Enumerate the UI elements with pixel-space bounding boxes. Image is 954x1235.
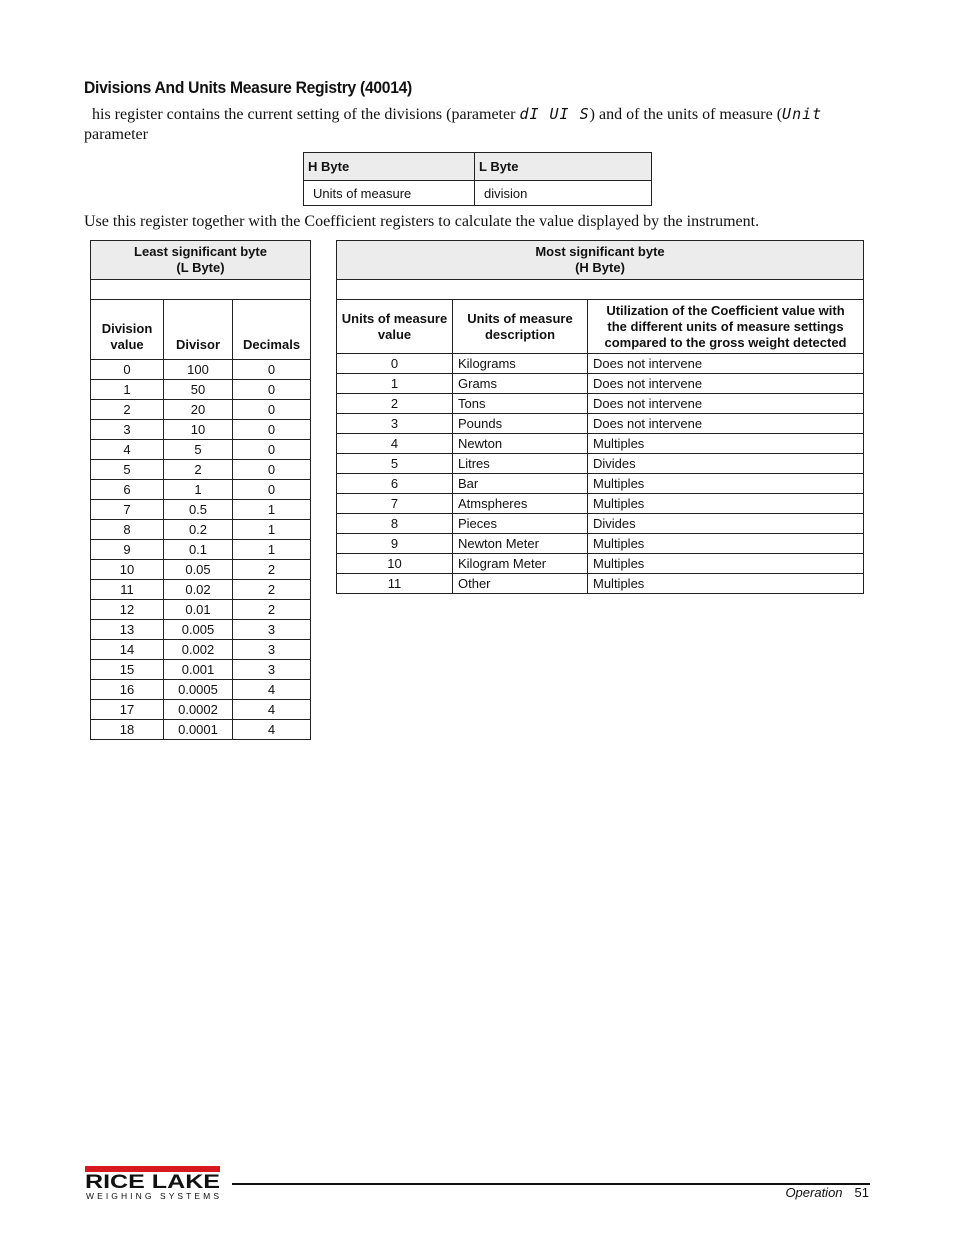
lsb-row <box>91 600 311 620</box>
unit-description-header-line1: Units of measure <box>467 310 573 326</box>
coefficient-header-line1: Utilization of the Coefficient value with <box>606 302 845 318</box>
lsb-cell: 2 <box>233 560 311 580</box>
division-value-header <box>91 300 164 360</box>
lsb-cell: 12 <box>91 600 164 620</box>
lsb-row <box>91 640 311 660</box>
lsb-cell: 0.001 <box>164 660 233 680</box>
lsb-cell: 18 <box>91 720 164 740</box>
divisor-header: Divisor <box>164 300 233 360</box>
lsb-cell: 0.05 <box>164 560 233 580</box>
msb-cell: Kilograms <box>453 354 588 374</box>
lsb-cell: 8 <box>91 520 164 540</box>
lsb-cell: 0.2 <box>164 520 233 540</box>
rice-lake-logo <box>85 1166 222 1202</box>
lsb-cell: 11 <box>91 580 164 600</box>
logo-sub-text: WEIGHING SYSTEMS <box>86 1191 219 1201</box>
unit-value-header-line2: value <box>377 326 412 342</box>
lsb-row <box>91 660 311 680</box>
msb-cell: Grams <box>453 374 588 394</box>
msb-row <box>337 354 864 374</box>
msb-cell: Bar <box>453 474 588 494</box>
usage-paragraph: Use this register together with the Coefficient registers to calculate the value displayed by the instrument. <box>84 213 760 230</box>
lsb-cell: 0 <box>233 360 311 380</box>
coefficient-utilization-header <box>588 300 864 354</box>
msb-row <box>337 534 864 554</box>
msb-row <box>337 514 864 534</box>
msb-cell: Multiples <box>588 434 864 454</box>
msb-row <box>337 474 864 494</box>
lsb-row <box>91 540 311 560</box>
lsb-cell: 0 <box>233 440 311 460</box>
msb-cell: Does not intervene <box>588 394 864 414</box>
lsb-cell: 13 <box>91 620 164 640</box>
footer-section: Operation <box>785 1185 843 1200</box>
msb-cell: 11 <box>337 574 453 594</box>
lsb-row <box>91 480 311 500</box>
lsb-row <box>91 460 311 480</box>
l-byte-cell: division <box>475 181 652 206</box>
msb-cell: Multiples <box>588 574 864 594</box>
lsb-cell: 0.005 <box>164 620 233 640</box>
msb-table <box>336 240 864 594</box>
division-value-header-line1: Division <box>101 321 153 336</box>
msb-cell: 1 <box>337 374 453 394</box>
msb-row <box>337 574 864 594</box>
msb-cell: Divides <box>588 454 864 474</box>
lsb-cell: 9 <box>91 540 164 560</box>
lsb-cell: 4 <box>91 440 164 460</box>
msb-row <box>337 494 864 514</box>
lsb-cell: 0.5 <box>164 500 233 520</box>
lsb-cell: 2 <box>164 460 233 480</box>
lsb-cell: 1 <box>233 520 311 540</box>
msb-cell: Divides <box>588 514 864 534</box>
msb-cell: Does not intervene <box>588 414 864 434</box>
lsb-row <box>91 440 311 460</box>
coefficient-header-line3: compared to the gross weight detected <box>604 334 847 350</box>
intro-text-3: parameter <box>84 126 148 143</box>
lsb-cell: 4 <box>233 700 311 720</box>
lsb-row <box>91 360 311 380</box>
msb-cell: 5 <box>337 454 453 474</box>
lsb-cell: 100 <box>164 360 233 380</box>
lsb-group-line1: Least significant byte <box>134 244 267 259</box>
byte-layout-table <box>303 152 652 206</box>
lsb-cell: 10 <box>91 560 164 580</box>
lsb-cell: 3 <box>233 660 311 680</box>
unit-description-header-line2: description <box>484 326 556 342</box>
msb-cell: 0 <box>337 354 453 374</box>
section-title: Divisions And Units Measure Registry (40014) <box>84 78 412 97</box>
lsb-cell: 4 <box>233 680 311 700</box>
lsb-cell: 0.0001 <box>164 720 233 740</box>
msb-cell: Multiples <box>588 494 864 514</box>
msb-cell: Other <box>453 574 588 594</box>
h-byte-cell: Units of measure <box>304 181 475 206</box>
lsb-row <box>91 500 311 520</box>
lsb-row <box>91 580 311 600</box>
lsb-row <box>91 520 311 540</box>
lsb-cell: 1 <box>233 500 311 520</box>
msb-cell: Multiples <box>588 554 864 574</box>
msb-cell: Atmspheres <box>453 494 588 514</box>
lsb-group-line2: (L Byte) <box>176 260 225 275</box>
lsb-table <box>90 240 311 740</box>
intro-text-2: ) and of the units of measure ( <box>589 106 783 123</box>
lsb-cell: 15 <box>91 660 164 680</box>
l-byte-header: L Byte <box>475 153 652 181</box>
lsb-cell: 3 <box>233 620 311 640</box>
msb-cell: 3 <box>337 414 453 434</box>
lsb-cell: 0 <box>233 460 311 480</box>
footer-rule <box>232 1183 870 1185</box>
lsb-cell: 17 <box>91 700 164 720</box>
lsb-cell: 2 <box>233 580 311 600</box>
lsb-cell: 1 <box>91 380 164 400</box>
lsb-row <box>91 400 311 420</box>
lsb-group-header <box>91 241 311 280</box>
msb-cell: 10 <box>337 554 453 574</box>
lsb-cell: 2 <box>233 600 311 620</box>
lsb-cell: 1 <box>164 480 233 500</box>
lsb-row <box>91 700 311 720</box>
lsb-cell: 6 <box>91 480 164 500</box>
lsb-cell: 50 <box>164 380 233 400</box>
msb-cell: 6 <box>337 474 453 494</box>
msb-cell: Newton <box>453 434 588 454</box>
decimals-header: Decimals <box>233 300 311 360</box>
msb-row <box>337 434 864 454</box>
intro-text-1: his register contains the current setting of the divisions (parameter <box>92 106 520 123</box>
lsb-cell: 0 <box>233 400 311 420</box>
coefficient-header-line2: the different units of measure settings <box>607 318 844 334</box>
msb-cell: Does not intervene <box>588 374 864 394</box>
lsb-cell: 0.002 <box>164 640 233 660</box>
page-number: 51 <box>854 1185 869 1200</box>
lsb-cell: 0 <box>91 360 164 380</box>
msb-cell: Newton Meter <box>453 534 588 554</box>
msb-cell: 8 <box>337 514 453 534</box>
lsb-cell: 0.1 <box>164 540 233 560</box>
msb-cell: Pounds <box>453 414 588 434</box>
msb-group-line1: Most significant byte <box>535 244 665 259</box>
division-value-header-line2: value <box>110 337 144 352</box>
lsb-cell: 20 <box>164 400 233 420</box>
lsb-cell: 5 <box>91 460 164 480</box>
divis-parameter: dI UI S <box>519 105 590 123</box>
unit-parameter: Unit <box>782 105 823 123</box>
msb-cell: Pieces <box>453 514 588 534</box>
lsb-cell: 14 <box>91 640 164 660</box>
lsb-row <box>91 680 311 700</box>
lsb-row <box>91 720 311 740</box>
lsb-cell: 0 <box>233 420 311 440</box>
lsb-cell: 2 <box>91 400 164 420</box>
intro-paragraph <box>84 104 884 145</box>
footer <box>785 1185 869 1200</box>
msb-group-header <box>337 241 864 280</box>
lsb-row <box>91 620 311 640</box>
unit-value-header-line1: Units of measure <box>341 310 448 326</box>
lsb-cell: 0.02 <box>164 580 233 600</box>
msb-cell: 2 <box>337 394 453 414</box>
lsb-cell: 0.01 <box>164 600 233 620</box>
rice-lake-logo-icon <box>85 1166 222 1202</box>
msb-cell: Multiples <box>588 474 864 494</box>
msb-cell: 9 <box>337 534 453 554</box>
lsb-row <box>91 380 311 400</box>
msb-row <box>337 554 864 574</box>
msb-cell: 4 <box>337 434 453 454</box>
lsb-row <box>91 560 311 580</box>
msb-row <box>337 374 864 394</box>
msb-cell: Litres <box>453 454 588 474</box>
lsb-cell: 3 <box>233 640 311 660</box>
msb-row <box>337 454 864 474</box>
lsb-row <box>91 420 311 440</box>
lsb-cell: 0 <box>233 380 311 400</box>
unit-value-header <box>337 300 453 354</box>
lsb-cell: 0.0002 <box>164 700 233 720</box>
msb-cell: Does not intervene <box>588 354 864 374</box>
msb-cell: 7 <box>337 494 453 514</box>
lsb-cell: 0 <box>233 480 311 500</box>
msb-group-line2: (H Byte) <box>575 260 625 275</box>
msb-row <box>337 394 864 414</box>
lsb-cell: 3 <box>91 420 164 440</box>
h-byte-header: H Byte <box>304 153 475 181</box>
msb-cell: Kilogram Meter <box>453 554 588 574</box>
msb-cell: Tons <box>453 394 588 414</box>
lsb-cell: 5 <box>164 440 233 460</box>
msb-cell: Multiples <box>588 534 864 554</box>
logo-brand-text: RICE LAKE <box>85 1172 220 1193</box>
lsb-cell: 0.0005 <box>164 680 233 700</box>
lsb-cell: 16 <box>91 680 164 700</box>
lsb-cell: 7 <box>91 500 164 520</box>
lsb-cell: 10 <box>164 420 233 440</box>
msb-row <box>337 414 864 434</box>
lsb-cell: 4 <box>233 720 311 740</box>
lsb-cell: 1 <box>233 540 311 560</box>
unit-description-header <box>453 300 588 354</box>
